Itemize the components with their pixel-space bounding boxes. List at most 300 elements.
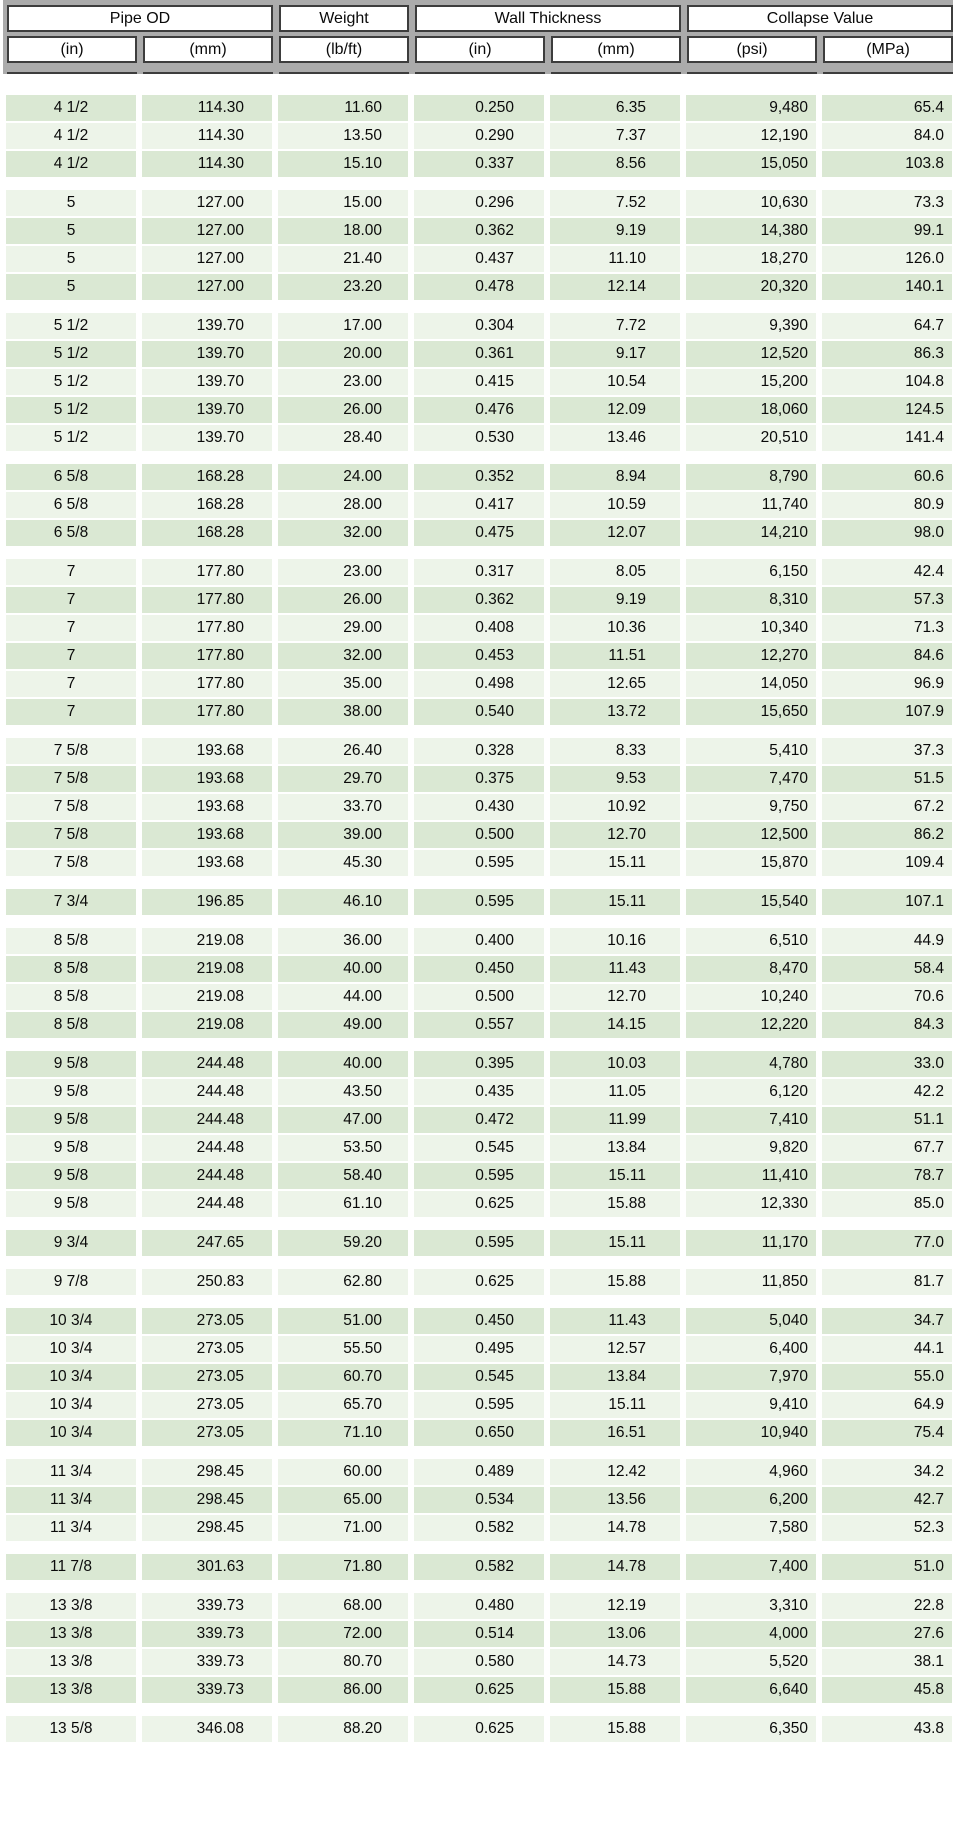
cell-wall-in: 0.296 <box>414 190 544 216</box>
cell-collapse-mpa: 98.0 <box>822 520 952 546</box>
cell-weight-lbft: 15.00 <box>278 190 408 216</box>
cell-pipe-od-mm: 177.80 <box>142 559 272 585</box>
cell-wall-mm: 13.06 <box>550 1621 680 1647</box>
cell-wall-mm: 9.17 <box>550 341 680 367</box>
cell-wall-in: 0.304 <box>414 313 544 339</box>
cell-collapse-psi: 10,340 <box>686 615 816 641</box>
table-row <box>6 1649 952 1675</box>
cell-pipe-od-mm: 298.45 <box>142 1487 272 1513</box>
cell-pipe-od-mm: 244.48 <box>142 1079 272 1105</box>
cell-wall-mm: 10.16 <box>550 928 680 954</box>
cell-collapse-psi: 9,390 <box>686 313 816 339</box>
cell-wall-mm: 11.10 <box>550 246 680 272</box>
table-row <box>6 822 952 848</box>
cell-pipe-od-mm: 339.73 <box>142 1677 272 1703</box>
cell-pipe-od-mm: 168.28 <box>142 520 272 546</box>
cell-pipe-od-mm: 339.73 <box>142 1593 272 1619</box>
cell-pipe-od-mm: 219.08 <box>142 984 272 1010</box>
cell-collapse-psi: 12,520 <box>686 341 816 367</box>
table-row <box>6 794 952 820</box>
table-header <box>3 0 953 74</box>
cell-pipe-od-in: 7 <box>6 671 136 697</box>
cell-collapse-psi: 4,960 <box>686 1459 816 1485</box>
cell-wall-in: 0.453 <box>414 643 544 669</box>
cell-wall-mm: 6.35 <box>550 95 680 121</box>
cell-collapse-psi: 15,650 <box>686 699 816 725</box>
cell-wall-in: 0.625 <box>414 1191 544 1217</box>
cell-collapse-psi: 18,060 <box>686 397 816 423</box>
cell-pipe-od-in: 11 3/4 <box>6 1487 136 1513</box>
cell-wall-in: 0.580 <box>414 1649 544 1675</box>
cell-wall-mm: 9.19 <box>550 587 680 613</box>
pipe-size-group <box>6 738 952 876</box>
cell-pipe-od-in: 10 3/4 <box>6 1364 136 1390</box>
cell-collapse-mpa: 86.2 <box>822 822 952 848</box>
table-row <box>6 1135 952 1161</box>
cell-weight-lbft: 53.50 <box>278 1135 408 1161</box>
cell-wall-mm: 12.70 <box>550 822 680 848</box>
cell-wall-mm: 13.56 <box>550 1487 680 1513</box>
cell-wall-in: 0.557 <box>414 1012 544 1038</box>
cell-weight-lbft: 58.40 <box>278 1163 408 1189</box>
cell-collapse-mpa: 73.3 <box>822 190 952 216</box>
cell-collapse-psi: 6,200 <box>686 1487 816 1513</box>
cell-wall-mm: 15.88 <box>550 1677 680 1703</box>
cell-weight-lbft: 45.30 <box>278 850 408 876</box>
cell-wall-mm: 13.84 <box>550 1364 680 1390</box>
cell-collapse-mpa: 55.0 <box>822 1364 952 1390</box>
cell-collapse-mpa: 42.2 <box>822 1079 952 1105</box>
cell-pipe-od-in: 5 1/2 <box>6 313 136 339</box>
cell-wall-in: 0.595 <box>414 850 544 876</box>
cell-collapse-psi: 7,580 <box>686 1515 816 1541</box>
cell-pipe-od-mm: 139.70 <box>142 397 272 423</box>
cell-pipe-od-mm: 114.30 <box>142 95 272 121</box>
cell-collapse-psi: 20,510 <box>686 425 816 451</box>
cell-pipe-od-in: 9 5/8 <box>6 1135 136 1161</box>
cell-collapse-mpa: 43.8 <box>822 1716 952 1742</box>
cell-wall-in: 0.595 <box>414 889 544 915</box>
cell-collapse-mpa: 80.9 <box>822 492 952 518</box>
cell-wall-in: 0.395 <box>414 1051 544 1077</box>
cell-wall-mm: 12.19 <box>550 1593 680 1619</box>
cell-pipe-od-in: 10 3/4 <box>6 1336 136 1362</box>
pipe-size-group <box>6 1593 952 1703</box>
table-body <box>6 95 952 1742</box>
cell-weight-lbft: 43.50 <box>278 1079 408 1105</box>
table-row <box>6 1079 952 1105</box>
cell-pipe-od-in: 4 1/2 <box>6 151 136 177</box>
cell-pipe-od-in: 13 3/8 <box>6 1593 136 1619</box>
cell-pipe-od-in: 4 1/2 <box>6 123 136 149</box>
table-row <box>6 889 952 915</box>
cell-collapse-mpa: 99.1 <box>822 218 952 244</box>
cell-collapse-mpa: 37.3 <box>822 738 952 764</box>
cell-pipe-od-in: 6 5/8 <box>6 464 136 490</box>
table-row <box>6 492 952 518</box>
cell-pipe-od-in: 13 3/8 <box>6 1621 136 1647</box>
cell-wall-mm: 11.51 <box>550 643 680 669</box>
cell-wall-in: 0.415 <box>414 369 544 395</box>
cell-collapse-psi: 9,410 <box>686 1392 816 1418</box>
cell-pipe-od-mm: 168.28 <box>142 492 272 518</box>
cell-weight-lbft: 51.00 <box>278 1308 408 1334</box>
cell-pipe-od-in: 5 1/2 <box>6 369 136 395</box>
cell-wall-mm: 12.09 <box>550 397 680 423</box>
header-bottom-edge <box>7 67 949 74</box>
cell-collapse-psi: 12,330 <box>686 1191 816 1217</box>
cell-weight-lbft: 88.20 <box>278 1716 408 1742</box>
cell-wall-mm: 14.78 <box>550 1515 680 1541</box>
cell-wall-in: 0.450 <box>414 1308 544 1334</box>
cell-collapse-mpa: 126.0 <box>822 246 952 272</box>
cell-wall-in: 0.530 <box>414 425 544 451</box>
cell-pipe-od-mm: 127.00 <box>142 190 272 216</box>
cell-collapse-mpa: 96.9 <box>822 671 952 697</box>
header-pipe-od: Pipe OD <box>7 5 273 32</box>
cell-weight-lbft: 35.00 <box>278 671 408 697</box>
cell-pipe-od-mm: 244.48 <box>142 1135 272 1161</box>
cell-weight-lbft: 18.00 <box>278 218 408 244</box>
cell-weight-lbft: 71.10 <box>278 1420 408 1446</box>
cell-pipe-od-mm: 139.70 <box>142 341 272 367</box>
table-row <box>6 1364 952 1390</box>
cell-pipe-od-mm: 346.08 <box>142 1716 272 1742</box>
cell-pipe-od-in: 11 3/4 <box>6 1459 136 1485</box>
cell-pipe-od-mm: 244.48 <box>142 1163 272 1189</box>
cell-wall-mm: 14.15 <box>550 1012 680 1038</box>
cell-wall-mm: 10.92 <box>550 794 680 820</box>
cell-weight-lbft: 65.00 <box>278 1487 408 1513</box>
cell-collapse-mpa: 67.7 <box>822 1135 952 1161</box>
cell-collapse-mpa: 70.6 <box>822 984 952 1010</box>
table-row <box>6 520 952 546</box>
cell-weight-lbft: 20.00 <box>278 341 408 367</box>
cell-pipe-od-in: 5 <box>6 218 136 244</box>
cell-collapse-mpa: 86.3 <box>822 341 952 367</box>
cell-collapse-mpa: 104.8 <box>822 369 952 395</box>
cell-collapse-mpa: 84.6 <box>822 643 952 669</box>
cell-pipe-od-in: 5 1/2 <box>6 425 136 451</box>
cell-pipe-od-in: 11 3/4 <box>6 1515 136 1541</box>
cell-wall-in: 0.476 <box>414 397 544 423</box>
pipe-size-group <box>6 1230 952 1256</box>
cell-wall-mm: 15.88 <box>550 1191 680 1217</box>
cell-pipe-od-mm: 244.48 <box>142 1051 272 1077</box>
cell-weight-lbft: 23.00 <box>278 559 408 585</box>
cell-weight-lbft: 71.80 <box>278 1554 408 1580</box>
unit-pipe-od-mm: (mm) <box>143 36 273 63</box>
table-row <box>6 464 952 490</box>
cell-collapse-psi: 14,050 <box>686 671 816 697</box>
cell-pipe-od-in: 7 <box>6 615 136 641</box>
cell-collapse-mpa: 44.9 <box>822 928 952 954</box>
cell-collapse-psi: 5,520 <box>686 1649 816 1675</box>
cell-pipe-od-in: 7 5/8 <box>6 766 136 792</box>
table-row <box>6 956 952 982</box>
header-wall-thickness: Wall Thickness <box>415 5 681 32</box>
cell-collapse-mpa: 84.0 <box>822 123 952 149</box>
table-row <box>6 671 952 697</box>
cell-weight-lbft: 60.70 <box>278 1364 408 1390</box>
cell-collapse-mpa: 84.3 <box>822 1012 952 1038</box>
cell-pipe-od-mm: 250.83 <box>142 1269 272 1295</box>
cell-pipe-od-mm: 177.80 <box>142 615 272 641</box>
table-row <box>6 587 952 613</box>
cell-weight-lbft: 32.00 <box>278 643 408 669</box>
unit-collapse-mpa: (MPa) <box>823 36 953 63</box>
cell-wall-mm: 15.88 <box>550 1716 680 1742</box>
cell-pipe-od-mm: 298.45 <box>142 1515 272 1541</box>
cell-collapse-mpa: 71.3 <box>822 615 952 641</box>
cell-collapse-psi: 4,000 <box>686 1621 816 1647</box>
cell-collapse-mpa: 57.3 <box>822 587 952 613</box>
cell-pipe-od-in: 9 7/8 <box>6 1269 136 1295</box>
cell-weight-lbft: 13.50 <box>278 123 408 149</box>
table-row <box>6 369 952 395</box>
pipe-size-group <box>6 1269 952 1295</box>
header-collapse-value: Collapse Value <box>687 5 953 32</box>
cell-pipe-od-mm: 177.80 <box>142 643 272 669</box>
cell-wall-in: 0.489 <box>414 1459 544 1485</box>
cell-pipe-od-mm: 127.00 <box>142 274 272 300</box>
cell-weight-lbft: 38.00 <box>278 699 408 725</box>
cell-wall-mm: 12.57 <box>550 1336 680 1362</box>
header-edge-segment <box>7 72 137 74</box>
cell-collapse-mpa: 51.1 <box>822 1107 952 1133</box>
cell-wall-mm: 7.72 <box>550 313 680 339</box>
cell-collapse-psi: 15,540 <box>686 889 816 915</box>
cell-collapse-mpa: 67.2 <box>822 794 952 820</box>
table-row <box>6 1593 952 1619</box>
cell-collapse-mpa: 60.6 <box>822 464 952 490</box>
cell-pipe-od-mm: 219.08 <box>142 1012 272 1038</box>
header-weight: Weight <box>279 5 409 32</box>
cell-pipe-od-mm: 139.70 <box>142 425 272 451</box>
table-row <box>6 1392 952 1418</box>
cell-pipe-od-in: 7 3/4 <box>6 889 136 915</box>
cell-weight-lbft: 36.00 <box>278 928 408 954</box>
table-row <box>6 425 952 451</box>
table-row <box>6 1716 952 1742</box>
cell-pipe-od-in: 7 <box>6 643 136 669</box>
header-edge-segment <box>823 72 953 74</box>
cell-pipe-od-mm: 127.00 <box>142 218 272 244</box>
cell-pipe-od-in: 13 3/8 <box>6 1649 136 1675</box>
table-row <box>6 1459 952 1485</box>
unit-collapse-psi: (psi) <box>687 36 817 63</box>
cell-collapse-mpa: 22.8 <box>822 1593 952 1619</box>
cell-pipe-od-in: 9 5/8 <box>6 1163 136 1189</box>
cell-pipe-od-mm: 193.68 <box>142 766 272 792</box>
cell-pipe-od-mm: 177.80 <box>142 671 272 697</box>
header-group-row <box>7 5 949 32</box>
table-row <box>6 1621 952 1647</box>
pipe-size-group <box>6 190 952 300</box>
cell-pipe-od-mm: 273.05 <box>142 1336 272 1362</box>
cell-pipe-od-in: 5 1/2 <box>6 397 136 423</box>
header-edge-segment <box>279 72 409 74</box>
cell-weight-lbft: 68.00 <box>278 1593 408 1619</box>
cell-wall-mm: 7.37 <box>550 123 680 149</box>
cell-collapse-mpa: 75.4 <box>822 1420 952 1446</box>
cell-wall-mm: 12.65 <box>550 671 680 697</box>
cell-wall-in: 0.595 <box>414 1392 544 1418</box>
cell-pipe-od-mm: 247.65 <box>142 1230 272 1256</box>
cell-weight-lbft: 40.00 <box>278 1051 408 1077</box>
header-units-row <box>7 36 949 63</box>
cell-weight-lbft: 21.40 <box>278 246 408 272</box>
cell-wall-mm: 12.42 <box>550 1459 680 1485</box>
cell-wall-mm: 11.43 <box>550 956 680 982</box>
cell-pipe-od-in: 11 7/8 <box>6 1554 136 1580</box>
cell-pipe-od-in: 5 <box>6 190 136 216</box>
cell-wall-mm: 9.19 <box>550 218 680 244</box>
cell-wall-in: 0.514 <box>414 1621 544 1647</box>
cell-wall-in: 0.450 <box>414 956 544 982</box>
cell-collapse-mpa: 45.8 <box>822 1677 952 1703</box>
cell-wall-mm: 8.33 <box>550 738 680 764</box>
cell-collapse-psi: 6,350 <box>686 1716 816 1742</box>
cell-collapse-mpa: 64.9 <box>822 1392 952 1418</box>
cell-pipe-od-mm: 219.08 <box>142 928 272 954</box>
table-row <box>6 1515 952 1541</box>
pipe-size-group <box>6 1051 952 1217</box>
cell-weight-lbft: 61.10 <box>278 1191 408 1217</box>
cell-collapse-psi: 15,050 <box>686 151 816 177</box>
table-row <box>6 123 952 149</box>
cell-collapse-mpa: 103.8 <box>822 151 952 177</box>
cell-collapse-psi: 9,480 <box>686 95 816 121</box>
cell-pipe-od-in: 5 1/2 <box>6 341 136 367</box>
cell-pipe-od-mm: 177.80 <box>142 699 272 725</box>
cell-pipe-od-mm: 219.08 <box>142 956 272 982</box>
cell-collapse-mpa: 38.1 <box>822 1649 952 1675</box>
cell-wall-mm: 13.46 <box>550 425 680 451</box>
cell-pipe-od-mm: 273.05 <box>142 1308 272 1334</box>
cell-collapse-psi: 11,850 <box>686 1269 816 1295</box>
table-row <box>6 1487 952 1513</box>
cell-wall-in: 0.362 <box>414 587 544 613</box>
cell-wall-in: 0.478 <box>414 274 544 300</box>
cell-wall-mm: 15.11 <box>550 1392 680 1418</box>
cell-pipe-od-in: 5 <box>6 274 136 300</box>
cell-wall-in: 0.290 <box>414 123 544 149</box>
table-row <box>6 1677 952 1703</box>
cell-wall-in: 0.495 <box>414 1336 544 1362</box>
cell-wall-in: 0.595 <box>414 1163 544 1189</box>
cell-pipe-od-mm: 244.48 <box>142 1107 272 1133</box>
cell-pipe-od-mm: 114.30 <box>142 151 272 177</box>
pipe-size-group <box>6 1716 952 1742</box>
cell-pipe-od-mm: 139.70 <box>142 313 272 339</box>
table-row <box>6 341 952 367</box>
cell-collapse-mpa: 140.1 <box>822 274 952 300</box>
cell-collapse-psi: 7,400 <box>686 1554 816 1580</box>
cell-wall-in: 0.408 <box>414 615 544 641</box>
cell-collapse-mpa: 52.3 <box>822 1515 952 1541</box>
cell-wall-mm: 15.11 <box>550 1230 680 1256</box>
cell-collapse-psi: 8,470 <box>686 956 816 982</box>
cell-wall-in: 0.534 <box>414 1487 544 1513</box>
cell-pipe-od-mm: 298.45 <box>142 1459 272 1485</box>
cell-weight-lbft: 33.70 <box>278 794 408 820</box>
table-row <box>6 1163 952 1189</box>
cell-pipe-od-in: 5 <box>6 246 136 272</box>
cell-pipe-od-in: 9 5/8 <box>6 1079 136 1105</box>
cell-wall-in: 0.500 <box>414 822 544 848</box>
cell-weight-lbft: 55.50 <box>278 1336 408 1362</box>
cell-collapse-mpa: 107.9 <box>822 699 952 725</box>
table-row <box>6 766 952 792</box>
cell-pipe-od-mm: 177.80 <box>142 587 272 613</box>
cell-wall-in: 0.625 <box>414 1716 544 1742</box>
cell-collapse-psi: 10,240 <box>686 984 816 1010</box>
cell-wall-mm: 11.99 <box>550 1107 680 1133</box>
cell-collapse-psi: 12,500 <box>686 822 816 848</box>
cell-wall-in: 0.545 <box>414 1364 544 1390</box>
cell-collapse-mpa: 42.7 <box>822 1487 952 1513</box>
table-row <box>6 738 952 764</box>
table-row <box>6 1554 952 1580</box>
cell-collapse-mpa: 51.5 <box>822 766 952 792</box>
cell-pipe-od-in: 10 3/4 <box>6 1308 136 1334</box>
cell-collapse-mpa: 107.1 <box>822 889 952 915</box>
cell-pipe-od-in: 8 5/8 <box>6 956 136 982</box>
cell-collapse-mpa: 81.7 <box>822 1269 952 1295</box>
cell-wall-in: 0.475 <box>414 520 544 546</box>
cell-wall-mm: 14.73 <box>550 1649 680 1675</box>
cell-collapse-psi: 5,410 <box>686 738 816 764</box>
cell-wall-in: 0.361 <box>414 341 544 367</box>
cell-collapse-psi: 14,380 <box>686 218 816 244</box>
cell-pipe-od-in: 8 5/8 <box>6 1012 136 1038</box>
cell-weight-lbft: 46.10 <box>278 889 408 915</box>
cell-pipe-od-in: 7 <box>6 587 136 613</box>
cell-weight-lbft: 40.00 <box>278 956 408 982</box>
cell-collapse-psi: 11,410 <box>686 1163 816 1189</box>
cell-collapse-mpa: 109.4 <box>822 850 952 876</box>
cell-wall-mm: 8.05 <box>550 559 680 585</box>
cell-pipe-od-in: 13 5/8 <box>6 1716 136 1742</box>
pipe-size-group <box>6 889 952 915</box>
cell-wall-in: 0.625 <box>414 1677 544 1703</box>
cell-collapse-psi: 9,750 <box>686 794 816 820</box>
cell-wall-mm: 12.70 <box>550 984 680 1010</box>
cell-collapse-psi: 10,630 <box>686 190 816 216</box>
cell-collapse-mpa: 78.7 <box>822 1163 952 1189</box>
cell-wall-mm: 14.78 <box>550 1554 680 1580</box>
cell-wall-in: 0.250 <box>414 95 544 121</box>
table-row <box>6 246 952 272</box>
cell-collapse-psi: 11,170 <box>686 1230 816 1256</box>
cell-wall-in: 0.437 <box>414 246 544 272</box>
cell-pipe-od-mm: 168.28 <box>142 464 272 490</box>
unit-pipe-od-in: (in) <box>7 36 137 63</box>
cell-weight-lbft: 49.00 <box>278 1012 408 1038</box>
cell-pipe-od-mm: 196.85 <box>142 889 272 915</box>
table-row <box>6 928 952 954</box>
cell-pipe-od-in: 6 5/8 <box>6 492 136 518</box>
cell-pipe-od-in: 7 <box>6 699 136 725</box>
cell-weight-lbft: 26.00 <box>278 587 408 613</box>
cell-wall-in: 0.328 <box>414 738 544 764</box>
cell-wall-in: 0.337 <box>414 151 544 177</box>
cell-pipe-od-mm: 193.68 <box>142 850 272 876</box>
cell-wall-mm: 9.53 <box>550 766 680 792</box>
cell-wall-in: 0.400 <box>414 928 544 954</box>
pipe-size-group <box>6 928 952 1038</box>
